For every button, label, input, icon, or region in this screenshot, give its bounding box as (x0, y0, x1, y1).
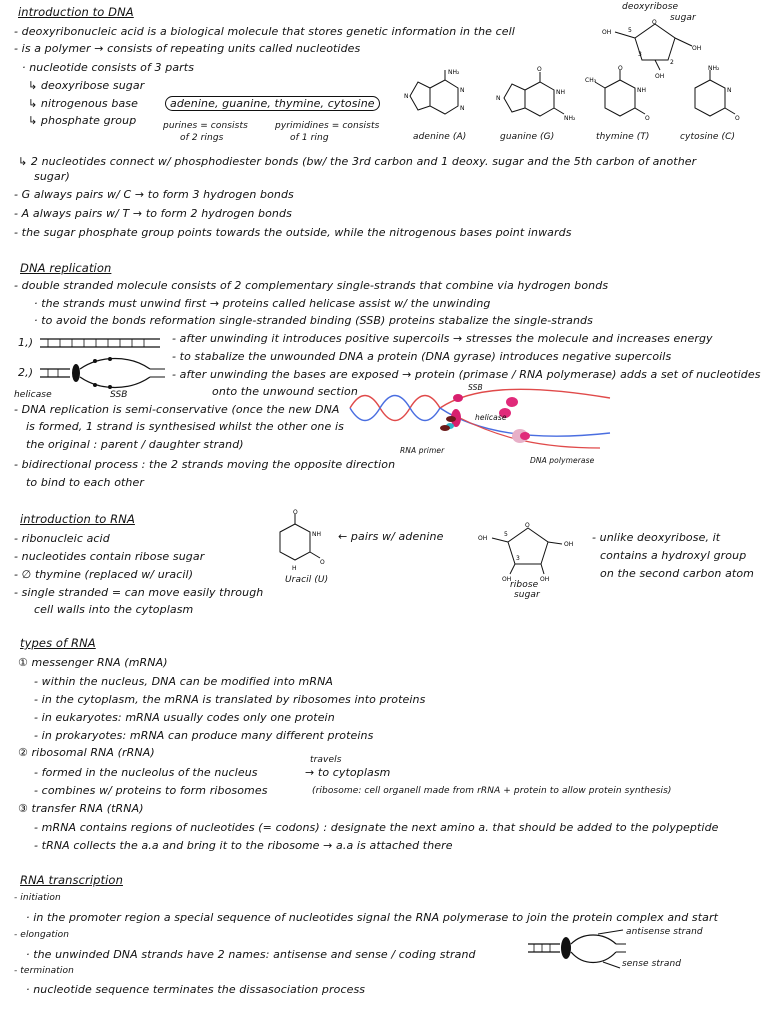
deoxyribose-label: deoxyribose (622, 2, 679, 12)
text-line: - after unwinding it introduces positive supercoils → stresses the molecule and increases energy (172, 332, 713, 345)
rna-primer-label: RNA primer (400, 446, 445, 455)
text-line: - DNA replication is semi-conservative (once the new DNA (14, 403, 340, 416)
svg-text:N: N (460, 87, 465, 94)
travels-label: travels (310, 755, 342, 765)
svg-text:OH: OH (692, 45, 702, 52)
guanine-label: guanine (G) (500, 132, 555, 142)
section-heading-rna-transcription: RNA transcription (20, 873, 123, 887)
text-line: - within the nucleus, DNA can be modified into mRNA (34, 675, 334, 688)
text-line: - mRNA contains regions of nucleotides (= codons) : designate the next amino a. that should be added to the polypeptide (34, 821, 719, 834)
svg-text:N: N (460, 105, 465, 112)
thymine-label: thymine (T) (596, 132, 650, 142)
adenine-structure-icon (400, 68, 470, 138)
svg-text:NH: NH (637, 87, 646, 94)
uracil-structure-icon (270, 509, 340, 582)
svg-text:NH₂: NH₂ (564, 115, 576, 122)
text-line: - double stranded molecule consists of 2 complementary single-strands that combine via hydrogen bonds (14, 279, 609, 292)
text-line: - in eukaryotes: mRNA usually codes only one protein (34, 711, 335, 724)
text-line: sugar) (34, 170, 70, 183)
ribose-label: sugar (514, 590, 540, 600)
svg-text:5: 5 (504, 531, 508, 538)
svg-text:CH₃: CH₃ (585, 77, 597, 84)
text-line: - single stranded = can move easily through (14, 586, 264, 599)
svg-text:O: O (525, 522, 530, 529)
guanine-structure-icon (490, 68, 580, 138)
svg-text:O: O (293, 509, 298, 516)
text-line: · nucleotide consists of 3 parts (22, 61, 195, 74)
svg-text:3: 3 (638, 51, 642, 58)
text-line: ↳ 2 nucleotides connect w/ phosphodiester bonds (bw/ the 3rd carbon and 1 deoxy. sugar and the 5th carbon of another (18, 155, 697, 168)
text-line: - ∅ thymine (replaced w/ uracil) (14, 568, 194, 581)
dna-polymerase-label: DNA polymerase (530, 456, 595, 465)
svg-text:NH: NH (312, 531, 321, 538)
text-line: - is a polymer → consists of repeating units called nucleotides (14, 42, 361, 55)
purines-label: of 2 rings (180, 133, 224, 143)
section-heading-types-rna: types of RNA (20, 636, 96, 650)
transcription-bubble-sketch (528, 926, 628, 976)
dna-unwinding-sketch (40, 335, 170, 395)
svg-text:3: 3 (516, 555, 520, 562)
svg-text:N: N (404, 93, 409, 100)
text-line: to bind to each other (26, 476, 144, 489)
pyrimidines-label: pyrimidines = consists (275, 121, 380, 131)
uracil-label: Uracil (U) (285, 575, 329, 585)
pyrimidines-label: of 1 ring (290, 133, 329, 143)
section-heading-dna-replication: DNA replication (20, 261, 112, 275)
text-line: - formed in the nucleolus of the nucleus (34, 766, 258, 779)
text-line: ↳ nitrogenous base (28, 97, 138, 110)
text-line: - termination (14, 966, 74, 976)
text-line: → to cytoplasm (305, 766, 391, 779)
text-line: · the unwinded DNA strands have 2 names: antisense and sense / coding strand (26, 948, 476, 961)
text-line: - tRNA collects the a.a and bring it to the ribosome → a.a is attached there (34, 839, 453, 852)
svg-text:NH: NH (556, 89, 565, 96)
text-line: is formed, 1 strand is synthesised whilst the other one is (26, 420, 344, 433)
figure-label: 2,) (18, 366, 34, 379)
purines-label: purines = consists (163, 121, 248, 131)
svg-text:O: O (320, 559, 325, 566)
svg-text:N: N (496, 95, 501, 102)
svg-text:O: O (537, 66, 542, 73)
svg-text:OH: OH (540, 576, 550, 583)
svg-text:OH: OH (602, 29, 612, 36)
ribose-structure-icon (478, 518, 578, 588)
svg-text:OH: OH (564, 541, 574, 548)
sense-strand-label: sense strand (622, 959, 682, 969)
text-line: ↳ deoxyribose sugar (28, 79, 145, 92)
text-line: - ribonucleic acid (14, 532, 110, 545)
svg-text:O: O (735, 115, 740, 122)
text-line: · to avoid the bonds reformation single-stranded binding (SSB) proteins stabalize the single-strands (34, 314, 593, 327)
ssb-label: SSB (468, 383, 483, 392)
pairs-note: ← pairs w/ adenine (338, 530, 444, 543)
cytosine-label: cytosine (C) (680, 132, 736, 142)
svg-text:OH: OH (478, 535, 488, 542)
svg-text:N: N (727, 87, 732, 94)
text-line: - to stabalize the unwounded DNA a protein (DNA gyrase) introduces negative supercoils (172, 350, 672, 363)
helicase-label: helicase (14, 390, 52, 400)
text-line: cell walls into the cytoplasm (34, 603, 194, 616)
deoxyribose-label: sugar (670, 13, 696, 23)
ribosome-note: (ribosome: cell organell made from rRNA + protein to allow protein synthesis) (312, 786, 672, 796)
text-line: ② ribosomal RNA (rRNA) (18, 746, 155, 759)
text-line: - the sugar phosphate group points towards the outside, while the nitrogenous bases point inwards (14, 226, 572, 239)
svg-text:O: O (618, 65, 623, 72)
text-line: - combines w/ proteins to form ribosomes (34, 784, 268, 797)
svg-text:2: 2 (670, 59, 674, 66)
ssb-label: SSB (110, 390, 128, 400)
ribose-label: ribose (510, 580, 539, 590)
ribose-note: - unlike deoxyribose, it (592, 531, 721, 544)
text-line: - initiation (14, 893, 61, 903)
text-line: onto the unwound section (212, 385, 358, 398)
text-line: - G always pairs w/ C → to form 3 hydrogen bonds (14, 188, 294, 201)
thymine-structure-icon (585, 65, 655, 138)
text-line: - bidirectional process : the 2 strands moving the opposite direction (14, 458, 396, 471)
bases-box: adenine, guanine, thymine, cytosine (165, 96, 380, 111)
text-line: - deoxyribonucleic acid is a biological molecule that stores genetic information in the cell (14, 25, 515, 38)
svg-text:OH: OH (655, 73, 665, 80)
svg-text:H: H (292, 565, 297, 572)
text-line: ① messenger RNA (mRNA) (18, 656, 168, 669)
cytosine-structure-icon (680, 65, 750, 138)
helicase-label: helicase (475, 413, 507, 422)
antisense-strand-label: antisense strand (626, 927, 703, 937)
text-line: · in the promoter region a special sequence of nucleotides signal the RNA polymerase to join the protein complex and start (26, 911, 719, 924)
text-line: - in the cytoplasm, the mRNA is translated by ribosomes into proteins (34, 693, 426, 706)
text-line: ③ transfer RNA (tRNA) (18, 802, 144, 815)
text-line: - after unwinding the bases are exposed → protein (primase / RNA polymerase) adds a set of nucleotides (172, 368, 761, 381)
svg-text:NH₂: NH₂ (448, 69, 460, 76)
text-line: · nucleotide sequence terminates the dissasociation process (26, 983, 366, 996)
svg-text:OH: OH (502, 576, 512, 583)
text-line: - in prokaryotes: mRNA can produce many different proteins (34, 729, 374, 742)
text-line: · the strands must unwind first → proteins called helicase assist w/ the unwinding (34, 297, 491, 310)
adenine-label: adenine (A) (413, 132, 467, 142)
svg-text:O: O (645, 115, 650, 122)
figure-label: 1,) (18, 336, 34, 349)
ribose-note: on the second carbon atom (600, 567, 754, 580)
svg-text:5: 5 (628, 27, 632, 34)
text-line: - A always pairs w/ T → to form 2 hydrogen bonds (14, 207, 292, 220)
svg-text:NH₂: NH₂ (708, 65, 720, 72)
section-heading-intro-dna: introduction to DNA (18, 5, 134, 19)
text-line: - elongation (14, 930, 70, 940)
ribose-note: contains a hydroxyl group (600, 549, 747, 562)
svg-text:O: O (652, 19, 657, 26)
text-line: - nucleotides contain ribose sugar (14, 550, 205, 563)
section-heading-intro-rna: introduction to RNA (20, 512, 135, 526)
text-line: the original : parent / daughter strand) (26, 438, 244, 451)
text-line: ↳ phosphate group (28, 114, 137, 127)
